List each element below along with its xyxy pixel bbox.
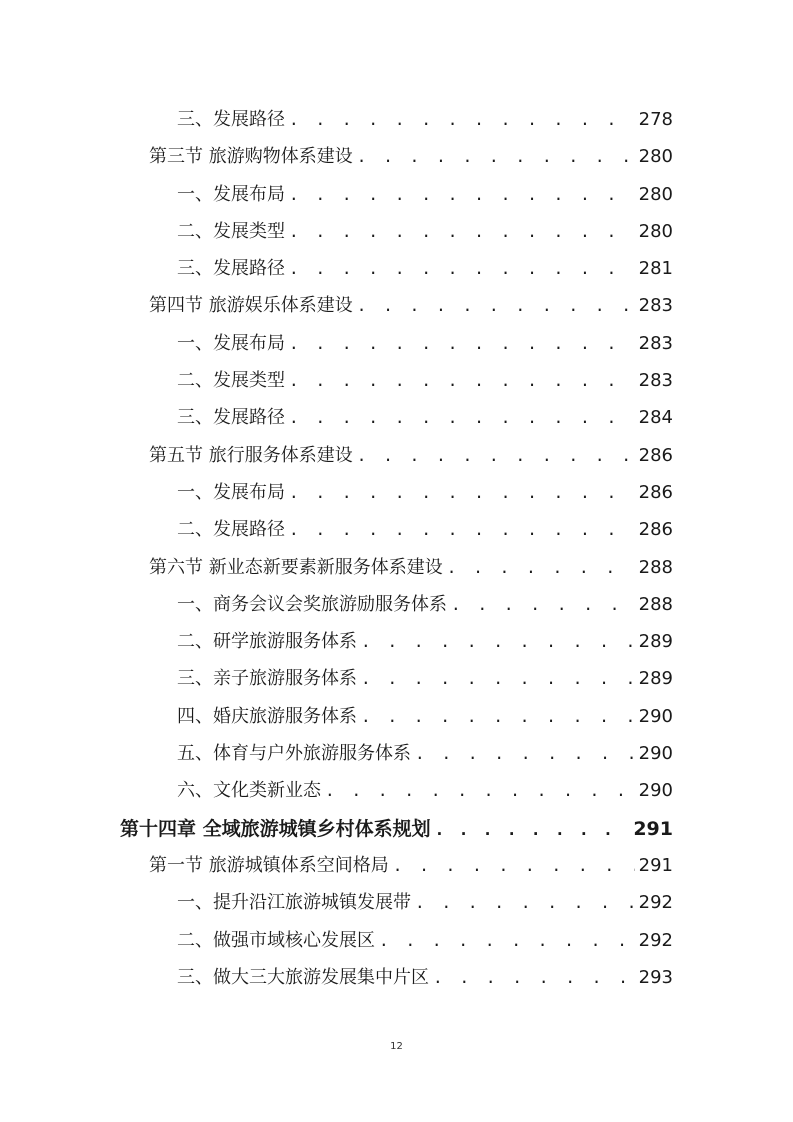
toc-entry-page: 283 (638, 370, 673, 392)
toc-entry-title: 三、发展路径 (177, 258, 285, 280)
toc-entry-title: 第六节 新业态新要素新服务体系建设 (149, 556, 443, 578)
toc-entry-title: 第四节 旅游娱乐体系建设 (149, 295, 353, 317)
toc-entry-page: 286 (638, 519, 673, 541)
toc-entry[interactable] (0, 328, 793, 365)
toc-entry[interactable] (0, 141, 793, 178)
toc-entry-page: 280 (638, 183, 673, 205)
toc-entry[interactable] (0, 477, 793, 514)
toc-dot-leader (361, 663, 635, 695)
toc-dot-leader (415, 738, 635, 770)
toc-entry-page: 286 (638, 481, 673, 503)
toc-entry-page: 286 (638, 444, 673, 466)
toc-chapter-entry[interactable] (0, 813, 793, 850)
toc-entry-page: 278 (638, 109, 673, 130)
toc-dot-leader (357, 440, 635, 472)
toc-dot-leader (357, 290, 635, 322)
toc-entry[interactable] (0, 850, 793, 887)
toc-entry-page: 280 (638, 146, 673, 168)
toc-entry[interactable] (0, 179, 793, 216)
toc-dot-leader (451, 589, 635, 621)
toc-entry-title: 二、做强市域核心发展区 (177, 929, 375, 951)
toc-entry-title: 一、商务会议会奖旅游励服务体系 (177, 593, 447, 615)
toc-dot-leader (435, 814, 630, 846)
toc-entry-page: 289 (638, 668, 673, 690)
toc-entry[interactable] (0, 402, 793, 439)
toc-entry-title: 第三节 旅游购物体系建设 (149, 146, 353, 168)
toc-entry-title: 二、发展路径 (177, 519, 285, 541)
toc-dot-leader (289, 253, 635, 285)
toc-dot-leader (289, 179, 635, 211)
toc-entry[interactable] (0, 440, 793, 477)
toc-entry-page: 283 (638, 295, 673, 317)
toc-dot-leader (379, 925, 635, 957)
toc-dot-leader (289, 328, 635, 360)
toc-entry-page: 290 (638, 743, 673, 765)
toc-dot-leader (447, 552, 635, 584)
toc-entry[interactable] (0, 887, 793, 924)
toc-entry[interactable] (0, 365, 793, 402)
toc-entry-title: 五、体育与户外旅游服务体系 (177, 743, 411, 765)
toc-dot-leader (361, 701, 635, 733)
toc-entry-title: 四、婚庆旅游服务体系 (177, 705, 357, 727)
toc-entry[interactable] (0, 925, 793, 962)
toc-entry[interactable] (0, 775, 793, 812)
toc-entry-page: 293 (638, 966, 673, 988)
toc-entry-title: 第五节 旅行服务体系建设 (149, 444, 353, 466)
table-of-contents (0, 104, 793, 999)
toc-entry[interactable] (0, 514, 793, 551)
toc-entry-title: 第十四章 全域旅游城镇乡村体系规划 (120, 817, 431, 840)
toc-dot-leader (289, 216, 635, 248)
toc-entry-title: 第一节 旅游城镇体系空间格局 (149, 854, 389, 876)
toc-entry-page: 289 (638, 631, 673, 653)
toc-entry-title: 一、发展布局 (177, 332, 285, 354)
toc-dot-leader (289, 365, 635, 397)
toc-entry-title: 六、文化类新业态 (177, 780, 321, 802)
toc-entry-page: 291 (638, 854, 673, 876)
toc-entry[interactable] (0, 589, 793, 626)
toc-entry-title: 二、发展类型 (177, 370, 285, 392)
toc-dot-leader (393, 850, 635, 882)
toc-entry[interactable] (0, 253, 793, 290)
toc-entry[interactable] (0, 738, 793, 775)
toc-dot-leader (361, 626, 635, 658)
toc-entry-title: 一、发展布局 (177, 183, 285, 205)
toc-dot-leader (289, 477, 635, 509)
toc-dot-leader (325, 775, 635, 807)
page-number: 12 (390, 1041, 403, 1052)
toc-entry-title: 二、发展类型 (177, 220, 285, 242)
toc-entry[interactable] (0, 290, 793, 327)
toc-entry-page: 292 (638, 892, 673, 914)
toc-entry-title: 三、发展路径 (177, 407, 285, 429)
toc-entry-page: 291 (633, 817, 673, 840)
toc-entry-page: 288 (638, 556, 673, 578)
toc-dot-leader (289, 514, 635, 546)
toc-entry-page: 283 (638, 332, 673, 354)
toc-entry[interactable] (0, 626, 793, 663)
toc-entry-page: 280 (638, 220, 673, 242)
toc-entry-title: 三、做大三大旅游发展集中片区 (177, 966, 429, 988)
toc-entry-page: 292 (638, 929, 673, 951)
toc-entry[interactable] (0, 552, 793, 589)
toc-entry-title: 一、发展布局 (177, 481, 285, 503)
toc-dot-leader (415, 887, 635, 919)
toc-entry-title: 二、研学旅游服务体系 (177, 631, 357, 653)
toc-entry[interactable] (0, 663, 793, 700)
toc-entry-title: 一、提升沿江旅游城镇发展带 (177, 892, 411, 914)
toc-entry-page: 290 (638, 705, 673, 727)
toc-entry-title: 三、发展路径 (177, 109, 285, 130)
toc-entry-title: 三、亲子旅游服务体系 (177, 668, 357, 690)
toc-entry-page: 288 (638, 593, 673, 615)
toc-dot-leader (357, 141, 635, 173)
toc-dot-leader (289, 402, 635, 434)
toc-entry[interactable] (0, 104, 793, 141)
toc-entry-page: 290 (638, 780, 673, 802)
toc-dot-leader (289, 104, 635, 136)
toc-entry[interactable] (0, 701, 793, 738)
toc-entry-page: 281 (638, 258, 673, 280)
toc-entry-page: 284 (638, 407, 673, 429)
toc-entry[interactable] (0, 216, 793, 253)
toc-entry[interactable] (0, 962, 793, 999)
toc-dot-leader (433, 962, 635, 994)
